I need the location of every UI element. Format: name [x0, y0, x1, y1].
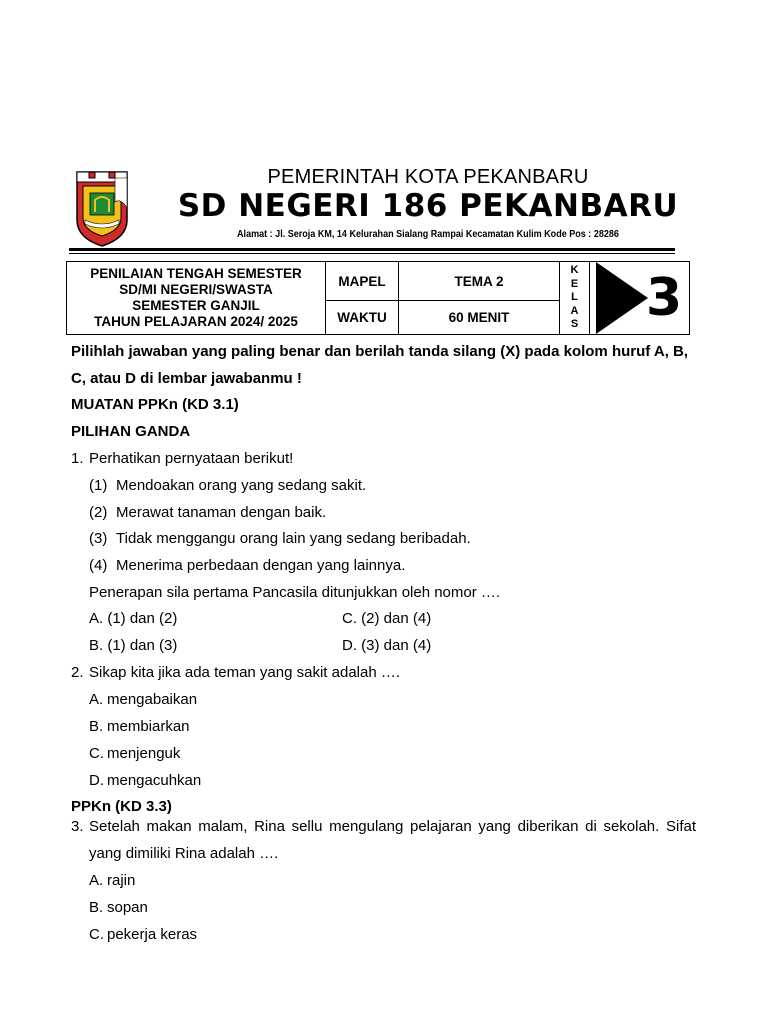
question-number: 2. — [71, 664, 84, 681]
school-address: Alamat : Jl. Seroja KM, 14 Kelurahan Sialang Rampai Kecamatan Kulim Kode Pos : 28286 — [237, 228, 619, 240]
header-divider-thin — [69, 253, 675, 254]
instruction-line: C, atau D di lembar jawabanmu ! — [71, 370, 302, 387]
exam-info-table — [66, 261, 690, 335]
government-title: PEMERINTAH KOTA PEKANBARU — [267, 166, 589, 188]
header-divider-thick — [69, 248, 675, 251]
answer-option — [89, 718, 190, 735]
option-letter: C. — [89, 926, 104, 943]
section-heading: MUATAN PPKn (KD 3.1) — [71, 396, 239, 413]
kelas-letter: A — [570, 304, 579, 317]
question-text: Sikap kita jika ada teman yang sakit adalah …. — [89, 664, 401, 681]
exam-description-line: PENILAIAN TENGAH SEMESTER — [90, 266, 302, 281]
answer-option — [89, 691, 197, 708]
answer-option — [89, 926, 197, 943]
option-letter: D. — [89, 772, 104, 789]
list-item — [89, 504, 326, 521]
option-text: membiarkan — [107, 718, 190, 735]
section-heading: PPKn (KD 3.3) — [71, 798, 172, 815]
mapel-label: MAPEL — [326, 262, 399, 301]
option-letter: A. — [89, 691, 104, 708]
statement-number: (1) — [89, 477, 108, 494]
kelas-letter: E — [570, 277, 579, 290]
option-text: sopan — [107, 899, 148, 916]
statement-number: (2) — [89, 504, 108, 521]
question-text: Perhatikan pernyataan berikut! — [89, 450, 294, 467]
instruction-line: Pilihlah jawaban yang paling benar dan berilah tanda silang (X) pada kolom huruf A, B, — [71, 343, 689, 360]
option-text: pekerja keras — [107, 926, 198, 943]
exam-description-line: TAHUN PELAJARAN 2024/ 2025 — [94, 314, 298, 329]
option-letter: B. — [89, 899, 104, 916]
list-item — [89, 477, 366, 494]
answer-option-c: C. (2) dan (4) — [342, 610, 432, 627]
option-text: menjenguk — [107, 745, 181, 762]
school-name: SD NEGERI 186 PEKANBARU — [177, 188, 679, 224]
kelas-number: 3 — [646, 268, 683, 328]
answer-option-d: D. (3) dan (4) — [342, 637, 432, 654]
kelas-label — [560, 262, 590, 334]
option-letter: A. — [89, 872, 104, 889]
waktu-label: WAKTU — [326, 301, 399, 334]
question-text: Setelah makan malam, Rina sellu mengulang pelajaran yang diberikan di sekolah. Sifat — [89, 818, 696, 835]
section-heading: PILIHAN GANDA — [71, 423, 191, 440]
option-text: mengacuhkan — [107, 772, 202, 789]
arrow-right-icon — [596, 262, 648, 334]
exam-description-line: SD/MI NEGERI/SWASTA — [119, 282, 273, 297]
answer-option — [89, 872, 135, 889]
statement-text: Tidak menggangu orang lain yang sedang beribadah. — [116, 530, 471, 547]
statement-number: (3) — [89, 530, 108, 547]
list-item — [89, 530, 471, 547]
exam-description-line: SEMESTER GANJIL — [132, 298, 260, 313]
waktu-value: 60 MENIT — [399, 301, 560, 334]
answer-option-b: B. (1) dan (3) — [89, 637, 178, 654]
kelas-letter: L — [571, 291, 578, 304]
kelas-letter: S — [570, 318, 579, 331]
question-prompt: Penerapan sila pertama Pancasila ditunjukkan oleh nomor …. — [89, 584, 501, 601]
question-1 — [71, 450, 293, 467]
option-text: mengabaikan — [107, 691, 198, 708]
question-number: 3. — [71, 818, 84, 835]
answer-option — [89, 745, 180, 762]
option-text: rajin — [107, 872, 136, 889]
exam-description — [67, 262, 326, 334]
question-text: yang dimiliki Rina adalah …. — [89, 845, 279, 862]
statement-text: Menerima perbedaan dengan yang lainnya. — [116, 557, 406, 574]
statement-text: Mendoakan orang yang sedang sakit. — [116, 477, 367, 494]
answer-option — [89, 899, 148, 916]
option-letter: B. — [89, 718, 104, 735]
question-2 — [71, 664, 400, 681]
statement-text: Merawat tanaman dengan baik. — [116, 504, 327, 521]
mapel-value: TEMA 2 — [399, 262, 560, 301]
answer-option-a: A. (1) dan (2) — [89, 610, 178, 627]
kelas-letter: K — [570, 264, 579, 277]
statement-number: (4) — [89, 557, 108, 574]
answer-option — [89, 772, 201, 789]
question-number: 1. — [71, 450, 84, 467]
kelas-box — [590, 262, 689, 334]
option-letter: C. — [89, 745, 104, 762]
list-item — [89, 557, 405, 574]
